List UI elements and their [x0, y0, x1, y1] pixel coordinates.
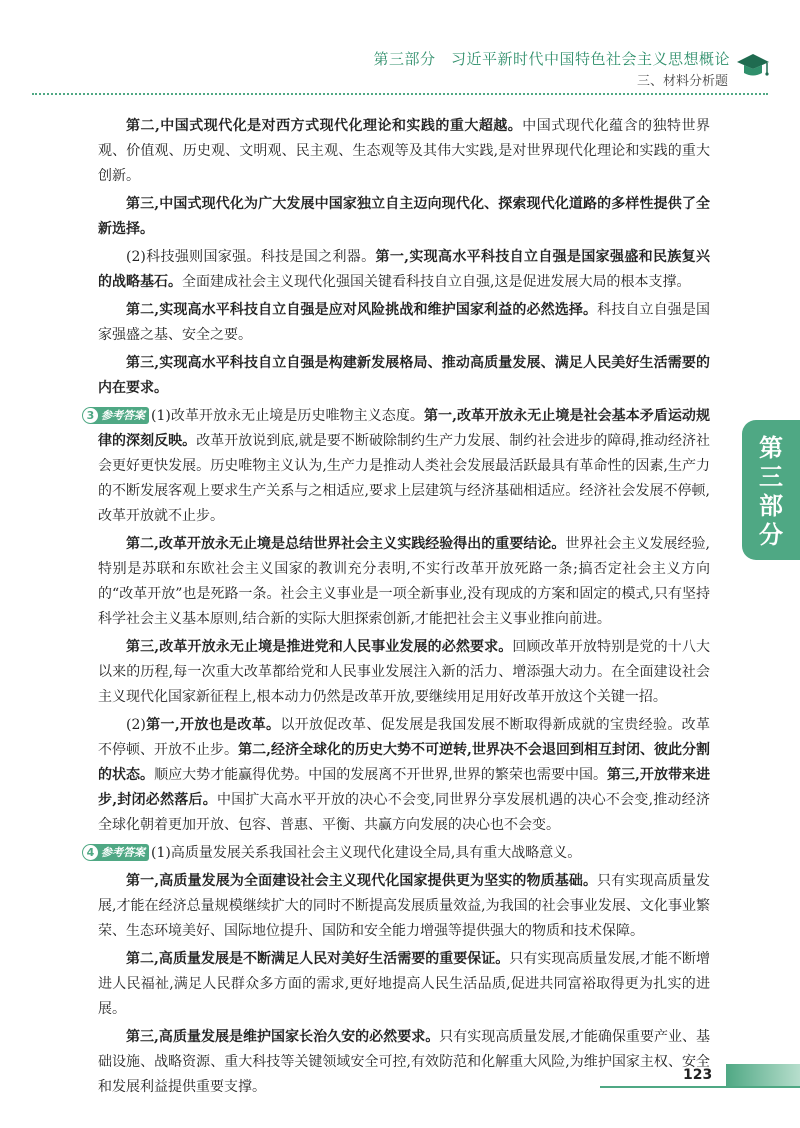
paragraph: (2)第一,开放也是改革。以开放促改革、促发展是我国发展不断取得新成就的宝贵经验。改革不停顿、开放不止步。第二,经济全球化的历史大势不可逆转,世界决不会退回到相互封闭、彼此分割的状态。顺应大势才能赢得优势。中国的发展离不开世界,世界的繁荣也需要中国。第三,开放带来进步,封闭必然落后。中国扩大高水平开放的决心不会变,同世界分享发展机遇的决心不会变,推动经济全球化朝着更加开放、包容、普惠、平衡、共赢方向发展的决心也不会变。 — [98, 717, 711, 833]
paragraph: 第二,改革开放永无止境是总结世界社会主义实践经验得出的重要结论。世界社会主义发展经验,特别是苏联和东欧社会主义国家的教训充分表明,不实行改革开放死路一条;搞否定社会主义方向的“改革开放”也是死路一条。社会主义事业是一项全新事业,没有现成的方案和固定的模式,只有坚持科学社会主义基本原则,结合新的实际大胆探索创新,才能把社会主义事业推向前进。 — [98, 536, 711, 627]
paragraph: 第三,中国式现代化为广大发展中国家独立自主迈向现代化、探索现代化道路的多样性提供了全新选择。 — [98, 196, 710, 237]
page-number: 123 — [683, 1067, 713, 1083]
mortarboard-icon — [736, 52, 770, 80]
header-subtitle: 三、材料分析题 — [636, 74, 728, 89]
answer-badge — [82, 844, 149, 861]
footer-line — [600, 1086, 800, 1088]
answer-3-paragraph: 3 参考答案 (1)改革开放永无止境是历史唯物主义态度。第一,改革开放永无止境是社会基本矛盾运动规律的深刻反映。改革开放说到底,就是要不断破除制约生产力发展、制约社会进步的障碍,推动经济社会更好更快发展。历史唯物主义认为,生产力是推动人类社会发展最活跃最具有革命性的因素,生产力的不断发展客观上要求生产关系与之相适应,要求上层建筑与经济基础相适应。经济社会发展不停顿,改革开放就不止步。 — [98, 404, 710, 529]
paragraph: 第二,高质量发展是不断满足人民对美好生活需要的重要保证。只有实现高质量发展,才能不断增进人民福祉,满足人民群众多方面的需求,更好地提高人民生活品质,促进共同富裕取得更为扎实的进展。 — [98, 951, 711, 1017]
answer-label: 参考答案 — [101, 409, 145, 422]
side-tab-label: 第三部分 — [759, 434, 783, 549]
header-title: 第三部分 习近平新时代中国特色社会主义思想概论 — [373, 50, 730, 68]
paragraph: 第三,改革开放永无止境是推进党和人民事业发展的必然要求。回顾改革开放特别是党的十八大以来的历程,每一次重大改革都给党和人民事业发展注入新的活力、增添强大动力。在全面建设社会主义现代化国家新征程上,根本动力仍然是改革开放,要继续用足用好改革开放这个关键一招。 — [98, 639, 710, 705]
paragraph: 第三,实现高水平科技自立自强是构建新发展格局、推动高质量发展、满足人民美好生活需要的内在要求。 — [98, 355, 710, 396]
answer-label: 参考答案 — [101, 846, 145, 859]
paragraph: (2)科技强则国家强。科技是国之利器。第一,实现高水平科技自立自强是国家强盛和民族复兴的战略基石。全面建成社会主义现代化强国关键看科技自立自强,这是促进发展大局的根本支撑。 — [98, 249, 710, 290]
header-divider — [32, 93, 768, 95]
section-side-tab — [742, 420, 800, 560]
footer-accent-bar — [726, 1064, 800, 1086]
page-header — [0, 0, 800, 100]
paragraph: 第一,高质量发展为全面建设社会主义现代化国家提供更为坚实的物质基础。只有实现高质量发展,才能在经济总量规模继续扩大的同时不断提高发展质量效益,为我国的社会事业发展、文化事业繁荣、生态环境美好、国际地位提升、国防和安全能力增强等提供强大的物质和技术保障。 — [98, 873, 710, 939]
question-number: 4 — [83, 845, 98, 860]
paragraph: 第二,中国式现代化是对西方式现代化理论和实践的重大超越。中国式现代化蕴含的独特世界观、价值观、历史观、文明观、民主观、生态观等及其伟大实践,是对世界现代化理论和实践的重大创新。 — [98, 118, 711, 184]
paragraph: 第二,实现高水平科技自立自强是应对风险挑战和维护国家利益的必然选择。科技自立自强是国家强盛之基、安全之要。 — [98, 302, 710, 343]
answer-badge — [82, 407, 149, 424]
question-number: 3 — [83, 408, 98, 423]
answer-content — [86, 114, 711, 1103]
paragraph: 第三,高质量发展是维护国家长治久安的必然要求。只有实现高质量发展,才能确保重要产业、基础设施、战略资源、重大科技等关键领域安全可控,有效防范和化解重大风险,为维护国家主权、安全和发展利益提供重要支撑。 — [98, 1029, 711, 1095]
answer-4-paragraph: 4 参考答案 (1)高质量发展关系我国社会主义现代化建设全局,具有重大战略意义。 — [98, 841, 710, 866]
